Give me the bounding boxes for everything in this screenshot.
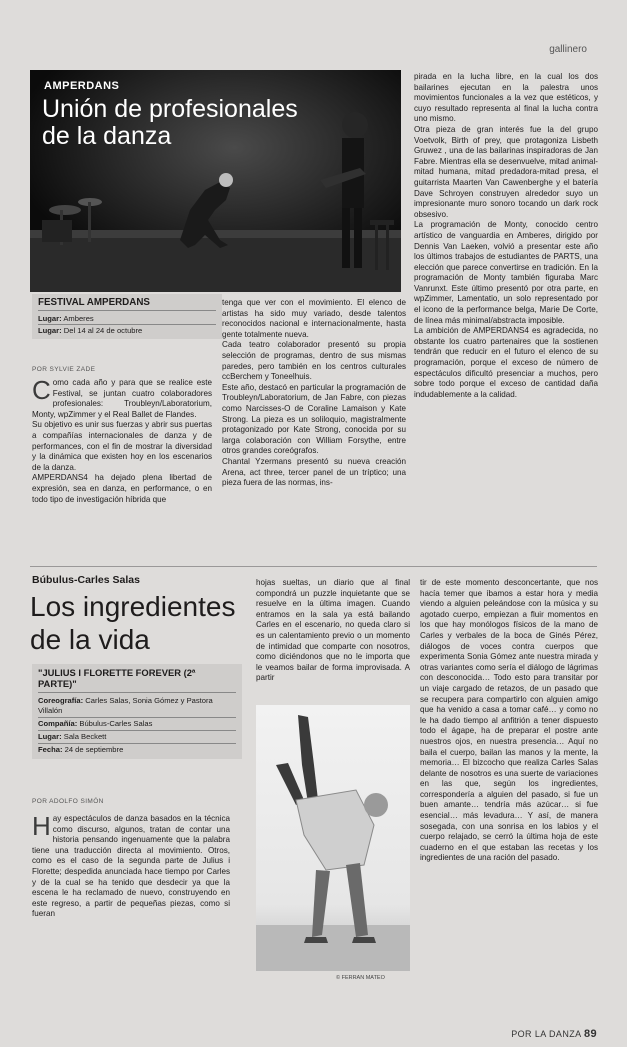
article1-byline: POR SYLVIE ZADE bbox=[32, 366, 96, 373]
infobox-title: FESTIVAL AMPERDANS bbox=[38, 297, 216, 311]
infobox-row: Coreografía: Carles Salas, Sonia Gómez y Pastora Villalón bbox=[38, 695, 236, 718]
infobox-row: Lugar: Del 14 al 24 de octubre bbox=[38, 326, 143, 335]
article1-headline-line2: de la danza bbox=[42, 122, 172, 150]
infobox-row: Fecha: 24 de septiembre bbox=[38, 745, 124, 754]
article1-kicker: AMPERDANS bbox=[44, 80, 120, 92]
article1-infobox bbox=[32, 294, 222, 339]
article2-infobox bbox=[32, 664, 242, 759]
page-number: 89 bbox=[583, 1028, 597, 1040]
article2-column-3: tir de este momento desconcertante, que nos hacía temer que íbamos a estar hora y media viendo a alguien peleándose con la música y su agotado cuerpo, empiezan a fluir momentos en los que hay monólogos físicos de la mano de Carles y verbales de la boca de Ginés Pérez, diálogos de voces contra cuerpos que experimenta Sonia Gómez ante nuestra mirada y otras variantes como sería el diálogo de lágrimas con desconocida… Todo esto para transitar por un viaje cargado de retazos, de un pasado que se recupera para compartirlo con alguien amigo que ha venido a casa a tomar café… y como no le ha dado tiempo al anfitrión a tener dispuesto todo el ágape, ha de preparar el postre ante nuestros ojos, en nuestra presencia… Aquí no baila el cuerpo, bailan las manos y la mente, la memoria… El bizcocho que realiza Carles Salas delante de nosotros es una suerte de variaciones en las que, según los ingredientes, correspondería a alguien del pasado, si fue un buen amante… tendría más azúcar… si fue esencial… más levadura… Y así, de manera sosegada, con una sonrisa en los labios y el cuerpo relajado, se cerró la última hoja de este cuaderno en el que estaban las recetas y los ingredientes de una ración del pasado. bbox=[420, 578, 598, 863]
article1-column-2: tenga que ver con el movimiento. El elenco de artistas ha sido muy variado, desde talentos reconocidos nacional e internacionalmente, hasta gente totalmente nueva. Cada teatro colaborador presentó su propia selección de programas, dentro de sus mismas paredes, pero también en los centros culturales ccBerchem y Toneelhuis. Este año, destacó en particular la programación de Troubleyn/Laboratorium, de Jan Fabre, con piezas como Narcisses-O de Coraline Lamaison y Kate Strong. La pieza es un soliloquio, magistralmente protagonizado por Kate Strong, conocida por su larga colaboración con William Forsythe, entre otros grandes coreógrafos. Chantal Yzermans presentó su nueva creación Arena, act three, tercer panel de un tríptico; una pieza fuera de las normas, ins- bbox=[222, 298, 406, 488]
article2-column-2: hojas sueltas, un diario que al final compondrá un puzzle inquietante que se resuelve en la última imagen. Cuando entramos en la sala ya está bailando Carles en el escenario, no queda claro si es un calentamiento previo o un momento de intimidad que comparte con nosotros, como diciéndonos que no le importa que le veamos bailar de forma improvisada. A partir bbox=[256, 578, 410, 683]
infobox-row: Compañía: Búbulus-Carles Salas bbox=[38, 718, 236, 731]
photo-credit: © FERRAN MATEO bbox=[336, 975, 385, 981]
article-divider bbox=[30, 566, 597, 567]
infobox-row: Lugar: Sala Beckett bbox=[38, 731, 236, 744]
dropcap: C bbox=[32, 378, 51, 405]
section-label: gallinero bbox=[549, 44, 587, 55]
article2-headline-line2: de la vida bbox=[30, 624, 150, 655]
dropcap: H bbox=[32, 814, 51, 841]
article2-photo bbox=[256, 705, 410, 971]
footer-label: POR LA DANZA bbox=[511, 1029, 582, 1039]
article1-photo bbox=[30, 70, 401, 292]
infobox-row: Lugar: Amberes bbox=[38, 313, 216, 325]
dancer-photo-illustration bbox=[256, 705, 410, 971]
article1-column-3: pirada en la lucha libre, en la cual los dos bailarines ejecutan en la palestra unos movimientos funcionales a la vez que estéticos, y cuyo resultado representa al final la lucha contra uno mismo. Otra pieza de gran interés fue la del grupo Voetvolk, Birth of prey, que protagoniza Lisbeth Gruwez , una de las bailarinas inspiradoras de Jan Fabre. Mientras ella se desenvuelve, mitad animal-mitad humana, mitad predadora-mitad presa, el guitarrista Maarten Van Cawenberghe y el batería Dave Schroyen construyen alrededor suyo un impresionante muro sonoro tocando un dark rock obsesivo. La programación de Monty, conocido centro artístico de vanguardia en Amberes, dirigido por Dennis Van Laeken, volvió a presentar este año los últimos trabajos de estudiantes de PARTS, una elección que parece convertirse en tradición. En la programación de Monty también figuraba Marc Vanrunxt. Este último presentó por otra parte, en wpZimmer, Lamentatio, un solo representado por el icono de la performance belga, Marie De Corte, de línea más minimal/abstracta imposible. La ambición de AMPERDANS4 es agradecida, no obstante los cuatro partenaires que la sostienen tendrán que reducir en el futuro el elenco de su programación, porque el exceso de número de espectáculos dificultó presenciar a muchos, pero sobre todo porque el exceso de cantidad daña indudablemente a la calidad. bbox=[414, 72, 598, 399]
article2-kicker: Búbulus-Carles Salas bbox=[32, 574, 140, 586]
article1-column-1: Como cada año y para que se realice este Festival, se juntan cuatro colaboradores profesionales: Troubleyn/Laboratorium, Monty, wpZimmer y el Real Ballet de Flandes. Su objetivo es unir sus fuerzas y abrir sus puertas a compañías internacionales de danza y de performances, con el fin de mostrar la diversidad y la dinámica que existen hoy en los escenarios de la danza. AMPERDANS4 ha dejado plena libertad de expresión, sea en danza, en performance, o en todo tipo de investigación híbrida que bbox=[32, 378, 212, 504]
page-footer bbox=[511, 1028, 597, 1040]
article1-headline bbox=[42, 96, 298, 150]
article2-byline: POR ADOLFO SIMÓN bbox=[32, 798, 104, 805]
article2-headline-line1: Los ingredientes bbox=[30, 591, 236, 622]
infobox-title: "JULIUS I FLORETTE FOREVER (2ª PARTE)" bbox=[38, 667, 236, 693]
article1-headline-line1: Unión de profesionales bbox=[42, 95, 298, 123]
article2-headline bbox=[30, 590, 235, 656]
article2-column-1: Hay espectáculos de danza basados en la técnica como discurso, algunos, tratan de contar una historia pensando ingenuamente que la palabra tiene una traducción directa al movimiento. Otros, como es el caso de la segunda parte de Julius i Florette; despedida anunciada hace tiempo por Carles y de la cual se ha tenido que desdecir ya que la escena le ha reclamado de nuevo, construyendo en este regreso, a partir de pequeñas piezas, como si fueran bbox=[32, 814, 230, 919]
